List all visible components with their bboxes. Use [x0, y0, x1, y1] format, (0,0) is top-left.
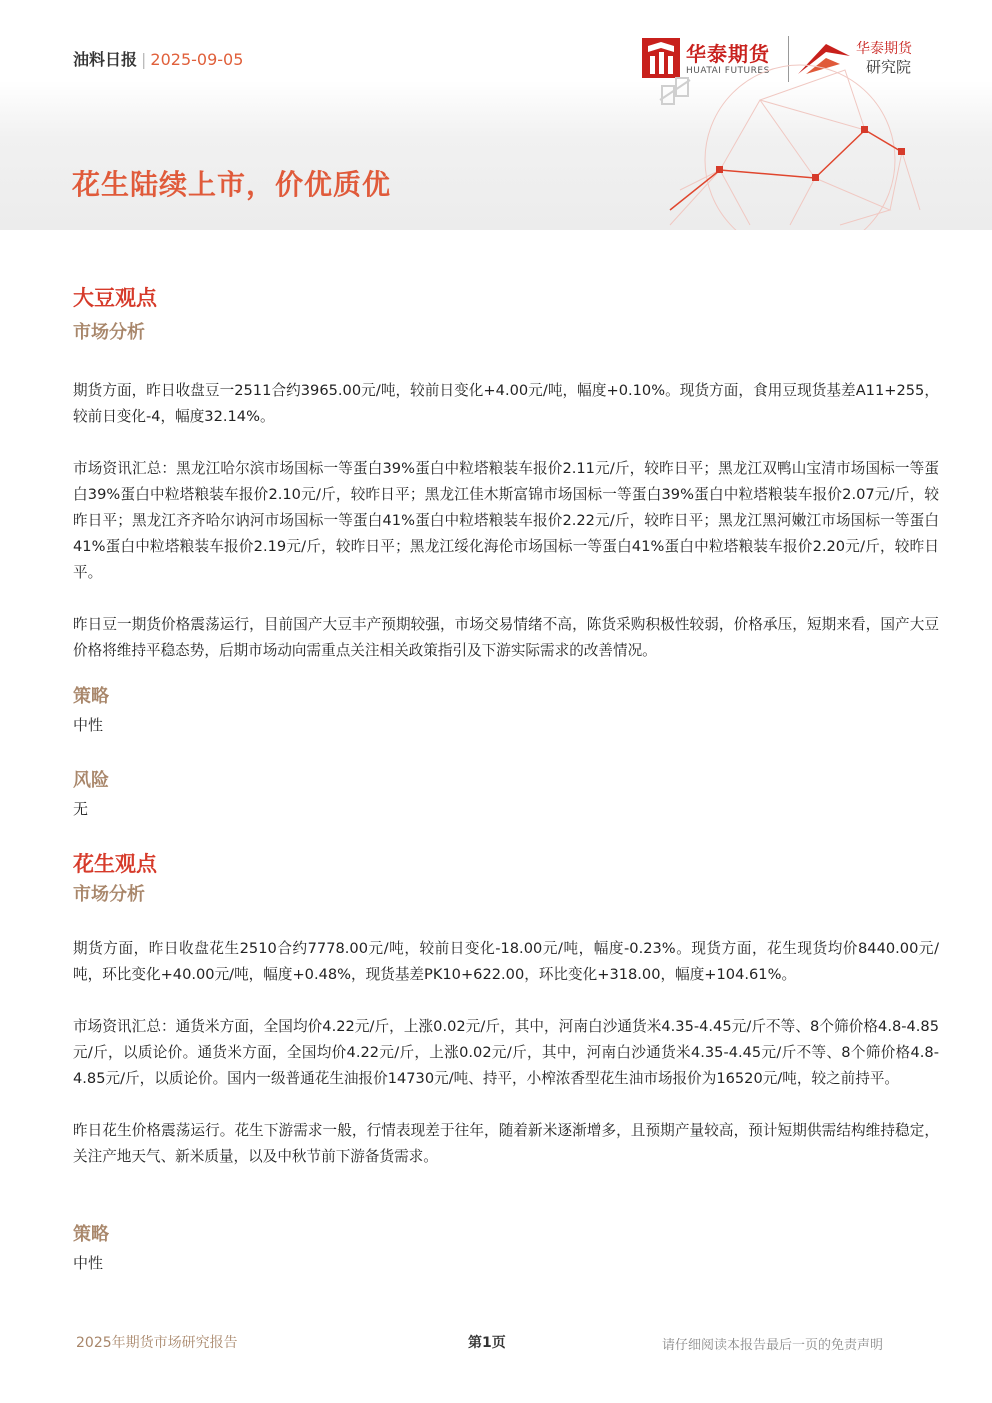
separator: | — [141, 50, 147, 69]
institute-name-bottom: 研究院 — [866, 58, 912, 76]
doc-type-label — [73, 47, 243, 70]
peanut-outlook-para: 昨日花生价格震荡运行。花生下游需求一般，行情表现差于往年，随着新米逐渐增多，且预期产量较高，预计短期供需结构维持稳定，关注产地天气、新米质量，以及中秋节前下游备货需求。 — [73, 1122, 939, 1165]
soybean-strategy-value: 中性 — [73, 716, 104, 734]
soybean-risk-value: 无 — [73, 800, 89, 818]
peanut-strategy-label: 策略 — [73, 1224, 109, 1245]
footer-page-number: 第1页 — [468, 1335, 506, 1351]
brand-name-cn: 华泰期货 — [686, 42, 770, 66]
peanut-strategy-value: 中性 — [73, 1254, 104, 1272]
peanut-futures-para: 期货方面，昨日收盘花生2510合约7778.00元/吨，较前日变化-18.00元/吨，幅度-0.23%。现货方面，花生现货均价8440.00元/吨，环比变化+40.00元/吨，幅度+0.48%，现货基差PK10+622.00，环比变化+318.00，幅度+104.61%。 — [73, 940, 939, 983]
soybean-futures-para: 期货方面，昨日收盘豆一2511合约3965.00元/吨，较前日变化+4.00元/吨，幅度+0.10%。现货方面，食用豆现货基差A11+255，较前日变化-4，幅度32.14%。 — [73, 382, 939, 425]
doc-type: 油料日报 — [73, 50, 138, 69]
institute-name-top: 华泰期货 — [856, 41, 912, 57]
peanut-subheading: 市场分析 — [73, 884, 145, 905]
soybean-outlook-para: 昨日豆一期货价格震荡运行，目前国产大豆丰产预期较强，市场交易情绪不高，陈货采购积极性较弱，价格承压，短期来看，国产大豆价格将维持平稳态势，后期市场动向需重点关注相关政策指引及下游实际需求的改善情况。 — [73, 616, 939, 659]
doc-date: 2025-09-05 — [150, 50, 244, 69]
soybean-subheading: 市场分析 — [73, 322, 145, 343]
soybean-heading: 大豆观点 — [73, 286, 157, 310]
footer-report-name: 2025年期货市场研究报告 — [76, 1335, 238, 1351]
soybean-news-para: 市场资讯汇总：黑龙江哈尔滨市场国标一等蛋白39%蛋白中粒塔粮装车报价2.11元/斤，较昨日平；黑龙江双鸭山宝清市场国标一等蛋白39%蛋白中粒塔粮装车报价2.10元/斤，较昨日平；黑龙江佳木斯富锦市场国标一等蛋白39%蛋白中粒塔粮装车报价2.07元/斤，较昨日平；黑龙江齐齐哈尔讷河市场国标一等蛋白41%蛋白中粒塔粮装车报价2.22元/斤，较昨日平；黑龙江黑河嫩江市场国标一等蛋白41%蛋白中粒塔粮装车报价2.19元/斤，较昨日平；黑龙江绥化海伦市场国标一等蛋白41%蛋白中粒塔粮装车报价2.20元/斤，较昨日平。 — [73, 460, 939, 581]
page-title: 花生陆续上市，价优质优 — [72, 168, 392, 201]
network-graphic — [640, 60, 930, 230]
report-body — [73, 282, 939, 1276]
soybean-risk-label: 风险 — [73, 770, 109, 791]
soybean-strategy-label: 策略 — [73, 686, 109, 707]
peanut-heading: 花生观点 — [73, 852, 157, 876]
footer-disclaimer: 请仔细阅读本报告最后一页的免责声明 — [662, 1338, 884, 1353]
peanut-news-para: 市场资讯汇总：通货米方面，全国均价4.22元/斤，上涨0.02元/斤，其中，河南白沙通货米4.35-4.45元/斤不等、8个筛价格4.8-4.85元/斤，以质论价。通货米方面，全国均价4.22元/斤，上涨0.02元/斤，其中，河南白沙通货米4.35-4.45元/斤不等、8个筛价格4.8-4.85元/斤，以质论价。国内一级普通花生油报价14730元/吨、持平，小榨浓香型花生油市场报价为16520元/吨，较之前持平。 — [73, 1018, 939, 1087]
brand-name-en: HUATAI FUTURES — [686, 66, 770, 76]
